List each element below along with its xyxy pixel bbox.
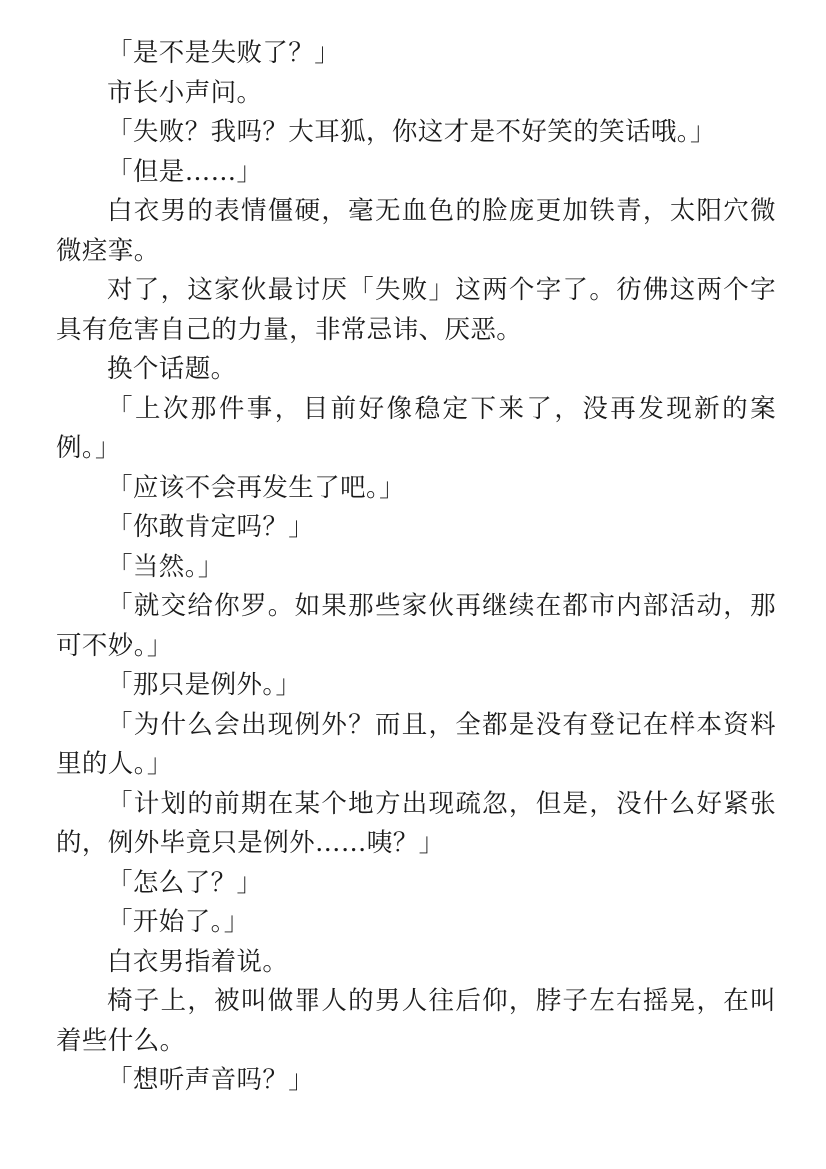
paragraph: 对了，这家伙最讨厌「失败」这两个字了。彷佛这两个字具有危害自己的力量，非常忌讳、厌恶。 [56, 275, 776, 345]
body-text [56, 34, 776, 1101]
paragraph: 「失败？我吗？大耳狐，你这才是不好笑的笑话哦。」 [107, 117, 716, 147]
paragraph: 「上次那件事，目前好像稳定下来了，没再发现新的案例。」 [56, 393, 776, 463]
paragraph: 「你敢肯定吗？」 [107, 512, 315, 542]
paragraph: 「应该不会再发生了吧。」 [107, 472, 406, 503]
paragraph: 「就交给你罗。如果那些家伙再继续在都市内部活动，那可不妙。」 [56, 591, 776, 661]
paragraph: 白衣男指着说。 [107, 946, 289, 977]
paragraph: 「为什么会出现例外？而且，全都是没有登记在样本资料里的人。」 [56, 709, 776, 779]
paragraph: 「但是……」 [107, 156, 263, 187]
paragraph: 「怎么了？」 [107, 867, 263, 898]
paragraph: 椅子上，被叫做罪人的男人往后仰，脖子左右摇晃，在叫着些什么。 [56, 986, 776, 1056]
paragraph: 「当然。」 [107, 551, 224, 582]
paragraph: 「开始了。」 [107, 907, 250, 937]
paragraph: 市长小声问。 [107, 77, 263, 108]
paragraph: 换个话题。 [107, 354, 237, 384]
paragraph: 「那只是例外。」 [107, 670, 302, 700]
paragraph: 白衣男的表情僵硬，毫无血色的脸庞更加铁青，太阳穴微微痉挛。 [56, 196, 776, 266]
paragraph: 「想听声音吗？」 [107, 1065, 315, 1095]
paragraph: 「计划的前期在某个地方出现疏忽，但是，没什么好紧张的，例外毕竟只是例外……咦？」 [56, 788, 776, 858]
paragraph: 「是不是失败了？」 [107, 38, 341, 68]
